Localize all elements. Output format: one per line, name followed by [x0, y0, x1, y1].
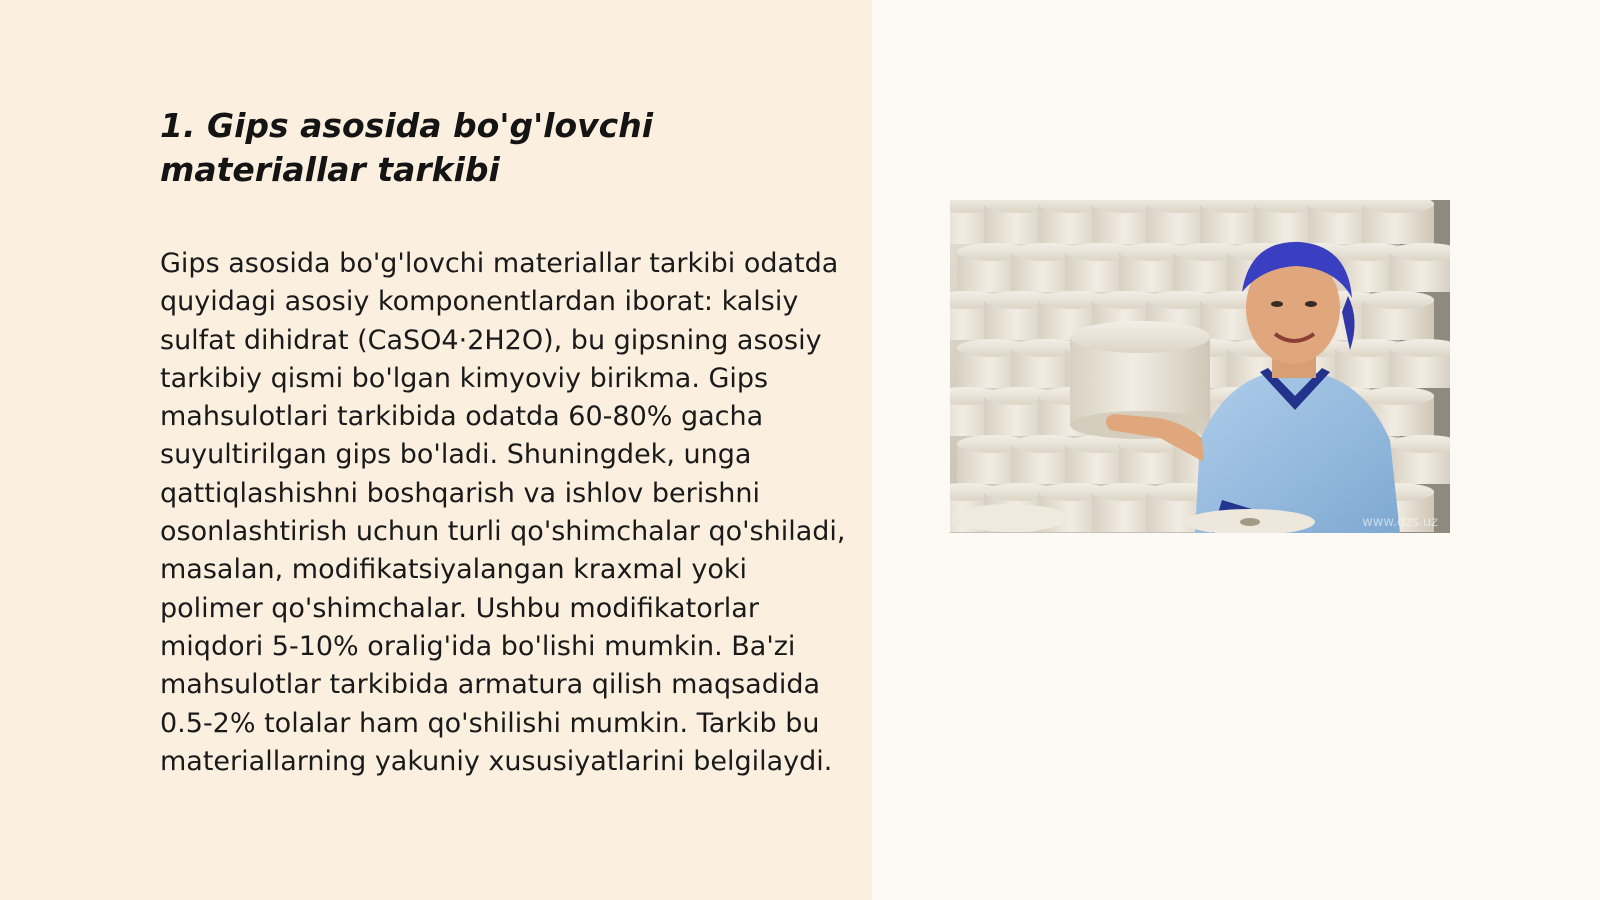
cotton-spool-top	[1362, 291, 1434, 309]
photo-illustration	[950, 200, 1450, 533]
slide-title: 1. Gips asosida bo'g'lovchi materiallar tarkibi	[160, 106, 654, 189]
cotton-spool-top	[1362, 387, 1434, 405]
photo-watermark: www.dzs.uz	[1362, 515, 1438, 530]
slide-body-text: Gips asosida bo'g'lovchi materiallar tarkibi odatda quyidagi asosiy komponentlardan iborat: kalsiy sulfat dihidrat (CaSO4·2H2O), bu gipsning asosiy tarkibiy qismi bo'lgan kimyoviy birikma. Gips mahsulotlari tarkibida odatda 60-80% gacha suyultirilgan gips bo'ladi. Shuningdek, unga qattiqlashishni boshqarish va ishlov berishni osonlashtirish uchun turli qo'shimchalar qo'shiladi, masalan, modifikatsiyalangan kraxmal yoki polimer qo'shimchalar. Ushbu modifikatorlar miqdori 5-10% oralig'ida bo'lishi mumkin. Ba'zi mahsulotlar tarkibida armatura qilish maqsadida 0.5-2% tolalar ham qo'shilishi mumkin. Tarkib bu materiallarning yakuniy xususiyatlarini belgilaydi.	[160, 248, 846, 777]
worker-with-cotton-spools-photo	[950, 200, 1450, 533]
